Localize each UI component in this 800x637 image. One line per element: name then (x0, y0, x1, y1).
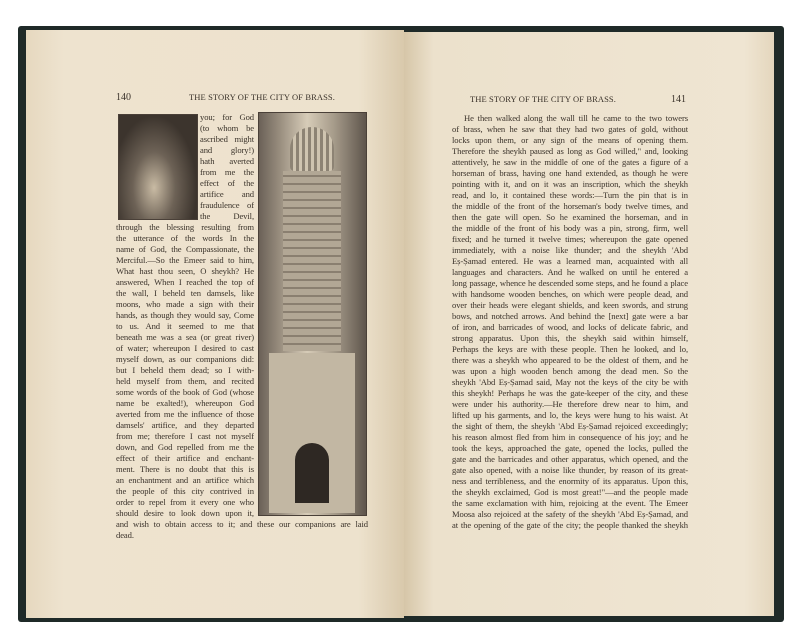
text-line: artifice and (200, 189, 254, 199)
text-line: but I beheld them dead; so I with- (116, 365, 254, 375)
text-line: damsels' artifice, and they departed (116, 420, 254, 430)
text-line: to us. And it seemed to me that (116, 321, 254, 331)
text-line: effect of their artifice and enchant- (116, 453, 254, 463)
right-page-number: 141 (671, 94, 686, 105)
text-line: Merciful.—So the Emeer said to him, (116, 255, 254, 265)
text-line: horseman of brass, having one hand extended, as though he were (452, 168, 688, 178)
text-line: an enchantment and an artifice which (116, 475, 254, 485)
text-line: of brass, when he saw that they had two gates of gold, without (452, 124, 688, 134)
text-line: should desire to look down upon it, (116, 508, 254, 518)
text-line: took the keys, approached the gate, opened the locks, pulled the (452, 443, 688, 453)
illustration-damsels (118, 114, 198, 220)
text-line: down, and God repelled from me the (116, 442, 254, 452)
text-line: effect of the (200, 178, 254, 188)
text-line: averted from me the influence of those (116, 409, 254, 419)
text-line: gate and the barricades and other apparatus, which opened, and the (452, 454, 688, 464)
text-line: moons, who made a sign with their (116, 299, 254, 309)
text-line: from me the (200, 167, 254, 177)
text-line: you; for God (200, 112, 254, 122)
text-line: fraudulence of (200, 200, 254, 210)
text-line: and wish to obtain access to it; and these our companions are laid (116, 519, 368, 529)
text-line: there was a sheykh who appeared to be the oldest of them, and he (452, 355, 688, 365)
text-line: answered, When I reached the top of (116, 277, 254, 287)
text-line: strong apparatus. Upon this, the sheykh said within himself, (452, 333, 688, 343)
text-line: (to whom be (200, 123, 254, 133)
text-line: of iron, and barricades of wood, and locks of delicate fabric, and (452, 322, 688, 332)
left-page-number: 140 (116, 92, 131, 103)
text-line: were under his authority.—He therefore drew near to him, and (452, 399, 688, 409)
text-line: pointing with it, and on it was an inscription, which the sheykh (452, 179, 688, 189)
right-page-text (452, 113, 688, 531)
text-line: Moosa also rejoiced at the safety of the sheykh 'Abd Eṣ-Ṣamad, and (452, 509, 688, 519)
text-line: then the gate will open. So he examined the horseman, and in (452, 212, 688, 222)
text-line: hands, as though they would say, Come (116, 310, 254, 320)
text-line: the sheykh exclaimed, God is most great!"—and the people made (452, 487, 688, 497)
text-line: this sheykh! Perhaps he was the gate-keeper of the city, and these (452, 388, 688, 398)
text-line: at the opening of the gate of the city; the people thanked the sheykh (452, 520, 688, 530)
text-line: dead. (116, 530, 134, 540)
left-header (116, 92, 365, 103)
text-line: Eṣ-Ṣamad entered. He was a learned man, acquainted with all (452, 256, 688, 266)
text-line: gate also opened, with a noise like thunder, by reason of its great- (452, 465, 688, 475)
text-line: fixed; and he turned it twelve times; whereupon the gate opened (452, 234, 688, 244)
text-line: the sight of them, the sheykh 'Abd Eṣ-Ṣamad rejoiced exceedingly; (452, 421, 688, 431)
illustration-minaret (258, 112, 367, 516)
text-line: held myself from them, and recited (116, 376, 254, 386)
text-line: Perhaps the keys are with these people. Then he looked, and lo, (452, 344, 688, 354)
text-line: some words of the book of God (whose (116, 387, 254, 397)
text-line: myself down, as our companions did: (116, 354, 254, 364)
text-full-width (116, 519, 368, 541)
text-line: with handsome wooden benches, on which were people dead, and (452, 289, 688, 299)
text-line: was upon a high wooden bench among the dead men. So the (452, 366, 688, 376)
text-line: from me; therefore I cast not myself (116, 431, 254, 441)
text-line: the utterance of the words In the (116, 233, 254, 243)
text-line: ness and terribleness, and the enormity of its apparatus. Upon this, (452, 476, 688, 486)
text-line: long passage, whence he descended some steps, and he found a place (452, 278, 688, 288)
text-line: and glory!) (200, 145, 254, 155)
text-line: He then walked along the wall till he came to the two towers (464, 113, 688, 123)
text-line: attentively, he saw in the middle of one of the gates a figure of a (452, 157, 688, 167)
text-line: ascribed might (200, 134, 254, 144)
text-line: his reason almost fled from him in consequence of his joy; and he (452, 432, 688, 442)
text-line: name be exalted!), whereupon God (116, 398, 254, 408)
text-line: Therefore the sheykh paused as long as God willed," and, looking (452, 146, 688, 156)
text-column (116, 222, 254, 519)
text-line: name of God, the Compassionate, the (116, 244, 254, 254)
text-line: ment. There is no doubt that this is (116, 464, 254, 474)
text-line: the people of this city contrived in (116, 486, 254, 496)
text-line: sheykh 'Abd Eṣ-Ṣamad said, May not the keys of the city be with (452, 377, 688, 387)
right-header (470, 94, 686, 105)
text-line: through the blessing resulting from (116, 222, 254, 232)
text-line: lifted up his garments, and lo, the keys were hung to his waist. At (452, 410, 688, 420)
text-line: the same exclamation with him, rejoicing at the event. The Emeer (452, 498, 688, 508)
text-line: beneath me was a sea (or great river) (116, 332, 254, 342)
text-beside-image (200, 112, 254, 222)
text-line: hath averted (200, 156, 254, 166)
text-line: order to repel from it every one who (116, 497, 254, 507)
text-line: locks upon them, or any sign of the means of opening them. (452, 135, 688, 145)
right-running-head: THE STORY OF THE CITY OF BRASS. (470, 94, 616, 104)
text-line: over their heads were elegant shields, and keen swords, and strung (452, 300, 688, 310)
text-line: What hast thou seen, O sheykh? He (116, 266, 254, 276)
left-running-head: THE STORY OF THE CITY OF BRASS. (189, 92, 335, 102)
text-line: the Devil, (200, 211, 254, 221)
text-line: the wall, I beheld ten damsels, like (116, 288, 254, 298)
text-line: bows, and notched arrows. And behind the [next] gate were a bar (452, 311, 688, 321)
text-line: the middle of the front of his body was a pin, strong, firm, well (452, 223, 688, 233)
text-line: the middle of the front of the horseman's body twelve times, and (452, 201, 688, 211)
text-line: languages and characters. And he walked on until he entered a (452, 267, 688, 277)
text-line: immediately, with a noise like thunder; and the sheykh 'Abd (452, 245, 688, 255)
text-line: read, and lo, it contained these words:—Turn the pin that is in (452, 190, 688, 200)
text-line: of water; whereupon I desired to cast (116, 343, 254, 353)
